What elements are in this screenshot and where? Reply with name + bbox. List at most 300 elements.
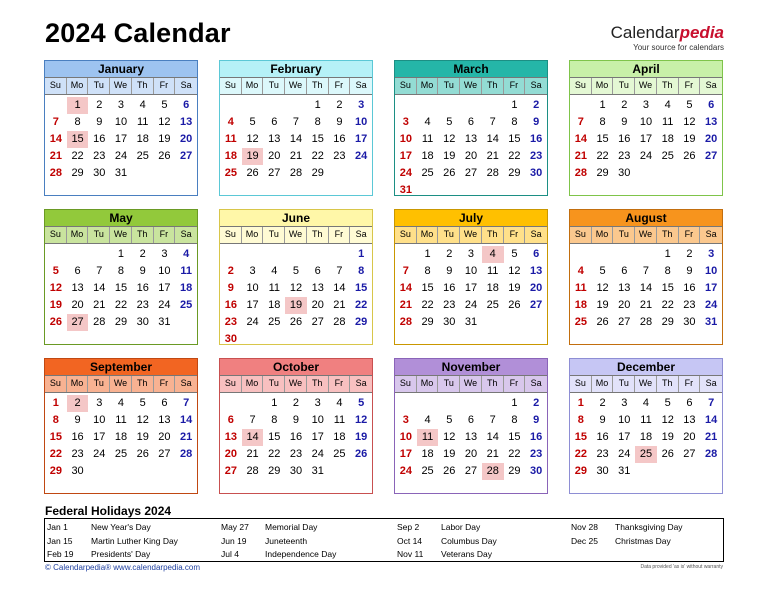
day-cell: 21	[289, 150, 303, 162]
weekday-header	[45, 226, 197, 244]
weekday-label: Tu	[438, 78, 460, 94]
month-name: March	[395, 61, 547, 77]
day-cell: 17	[618, 431, 631, 443]
brand-name	[611, 24, 724, 42]
day-cell: 5	[249, 116, 256, 128]
day-cell: 10	[355, 116, 368, 128]
day-cell: 28	[289, 167, 303, 179]
day-cell: 18	[421, 448, 434, 460]
weekday-label: Su	[45, 78, 67, 94]
day-cell: 6	[74, 265, 81, 277]
holiday-day-cell: 15	[67, 131, 89, 148]
day-cell: 24	[355, 150, 368, 162]
weekday-label: Th	[657, 376, 679, 392]
empty-cell	[438, 97, 460, 114]
holiday-day-cell: 27	[67, 314, 89, 331]
day-cell: 24	[618, 448, 631, 460]
day-cell: 19	[683, 133, 696, 145]
weekday-label: Su	[570, 227, 592, 243]
day-cell: 20	[268, 150, 281, 162]
day-cell: 4	[424, 116, 431, 128]
day-cell: 19	[443, 150, 456, 162]
day-cell: 10	[639, 116, 653, 128]
day-cell: 9	[533, 116, 540, 128]
day-cell: 1	[271, 397, 278, 409]
day-cell: 8	[664, 265, 671, 277]
weekday-label: Sa	[705, 229, 717, 239]
day-cell: 14	[639, 282, 653, 294]
day-cell: 17	[114, 133, 128, 145]
day-cell: 31	[114, 167, 128, 179]
day-cell: 28	[180, 448, 193, 460]
month-name: February	[220, 61, 372, 77]
day-cell: 29	[268, 465, 281, 477]
day-cell: 24	[311, 448, 324, 460]
day-cell: 26	[508, 299, 521, 311]
day-cell: 26	[289, 316, 303, 328]
day-cell: 26	[246, 167, 259, 179]
day-cell: 2	[599, 397, 606, 409]
weekday-header	[570, 375, 722, 393]
weekday-label: Fr	[679, 376, 701, 392]
day-cell: 17	[399, 150, 412, 162]
weekday-label: Su	[45, 227, 67, 243]
weekday-label: Th	[657, 78, 679, 94]
day-cell: 6	[686, 397, 693, 409]
weekday-label: We	[110, 78, 132, 94]
empty-cell	[285, 97, 307, 114]
day-cell: 20	[464, 150, 478, 162]
day-cell: 11	[575, 282, 587, 294]
holiday-name: Juneteenth	[265, 535, 308, 546]
day-cell: 28	[574, 167, 587, 179]
day-cell: 16	[224, 299, 237, 311]
day-cell: 23	[443, 299, 456, 311]
day-cell: 25	[224, 167, 237, 179]
day-cell: 3	[402, 116, 409, 128]
day-cell: 3	[621, 397, 628, 409]
day-cell: 23	[618, 150, 631, 162]
day-cell: 9	[227, 282, 234, 294]
month-name: June	[220, 210, 372, 226]
day-cell: 8	[52, 414, 59, 426]
holiday-name: Columbus Day	[441, 535, 497, 546]
day-cell: 29	[596, 167, 609, 179]
holiday-day-cell: 28	[482, 463, 504, 480]
day-cell: 13	[618, 282, 631, 294]
day-cell: 4	[664, 99, 671, 111]
empty-cell	[242, 246, 264, 263]
weekday-label: Fr	[679, 227, 701, 243]
day-cell: 30	[530, 167, 543, 179]
weekday-label: Su	[395, 376, 417, 392]
day-cell: 7	[489, 116, 496, 128]
day-cell: 25	[333, 448, 346, 460]
empty-cell	[460, 395, 482, 412]
holiday-day-cell: 4	[482, 246, 504, 263]
holiday-day-cell: 11	[417, 429, 439, 446]
day-cell: 18	[180, 282, 193, 294]
weekday-label: Th	[307, 78, 329, 94]
day-cell: 8	[271, 414, 278, 426]
day-cell: 1	[424, 248, 431, 260]
holiday-name: Christmas Day	[615, 535, 671, 546]
day-cell: 20	[683, 431, 696, 443]
weekday-label: Th	[132, 227, 154, 243]
day-cell: 11	[486, 265, 499, 277]
day-cell: 24	[158, 299, 171, 311]
day-cell: 1	[358, 248, 365, 260]
day-cell: 4	[227, 116, 234, 128]
weekday-label: We	[460, 376, 482, 392]
weekday-label: Tu	[263, 78, 285, 94]
weekday-label: Mo	[242, 78, 264, 94]
day-cell: 19	[158, 133, 171, 145]
month-name: December	[570, 359, 722, 375]
day-cell: 20	[618, 299, 631, 311]
day-cell: 24	[399, 465, 412, 477]
day-cell: 29	[49, 465, 62, 477]
day-cell: 19	[49, 299, 62, 311]
month-april	[569, 60, 723, 196]
month-july	[394, 209, 548, 345]
day-cell: 23	[93, 150, 106, 162]
day-cell: 15	[596, 133, 609, 145]
day-cell: 30	[596, 465, 609, 477]
day-cell: 5	[161, 99, 168, 111]
weekday-header	[45, 375, 197, 393]
empty-cell	[438, 395, 460, 412]
holiday-date: Oct 14	[397, 535, 423, 546]
empty-cell	[263, 97, 285, 114]
day-cell: 24	[705, 299, 718, 311]
day-cell: 23	[224, 316, 237, 328]
weekday-label: Th	[482, 227, 504, 243]
day-cell: 27	[464, 167, 478, 179]
day-cell: 12	[158, 116, 171, 128]
day-cell: 31	[158, 316, 171, 328]
holiday-day-cell: 1	[67, 97, 89, 114]
day-cell: 19	[443, 448, 456, 460]
day-cell: 17	[639, 133, 653, 145]
weekday-label: Tu	[88, 376, 110, 392]
day-cell: 7	[292, 116, 300, 128]
day-cell: 24	[639, 150, 653, 162]
day-cell: 16	[530, 133, 543, 145]
holiday-name: Veterans Day	[441, 549, 493, 559]
weekday-label: Sa	[530, 80, 542, 90]
weekday-header	[395, 77, 547, 95]
day-cell: 2	[227, 265, 234, 277]
day-cell: 18	[661, 133, 674, 145]
day-cell: 6	[161, 397, 168, 409]
holidays-table	[44, 518, 724, 562]
weekday-label: We	[110, 227, 132, 243]
day-cell: 12	[49, 282, 62, 294]
empty-cell	[263, 246, 285, 263]
day-cell: 26	[136, 448, 149, 460]
footer-disclaimer: Data provided 'as is' without warranty	[640, 564, 723, 570]
day-cell: 18	[224, 150, 237, 162]
month-october	[219, 358, 373, 494]
empty-cell	[417, 97, 439, 114]
day-cell: 1	[577, 397, 584, 409]
day-cell: 17	[705, 282, 718, 294]
day-cell: 12	[355, 414, 368, 426]
day-cell: 6	[314, 265, 321, 277]
day-cell: 30	[289, 465, 303, 477]
empty-cell	[67, 246, 89, 263]
empty-cell	[220, 395, 242, 412]
day-cell: 8	[511, 414, 518, 426]
day-cell: 17	[246, 299, 259, 311]
day-cell: 23	[136, 299, 149, 311]
day-cell: 23	[289, 448, 303, 460]
empty-cell	[307, 246, 329, 263]
holidays-title: Federal Holidays 2024	[45, 504, 172, 518]
weekday-label: Sa	[180, 229, 192, 239]
day-cell: 3	[314, 397, 321, 409]
day-cell: 19	[661, 431, 674, 443]
day-cell: 8	[424, 265, 431, 277]
weekday-label: Th	[657, 227, 679, 243]
day-grid	[220, 393, 372, 480]
day-cell: 26	[355, 448, 368, 460]
day-cell: 10	[705, 265, 718, 277]
day-cell: 25	[136, 150, 149, 162]
day-cell: 12	[246, 133, 259, 145]
day-cell: 8	[577, 414, 584, 426]
weekday-label: Su	[570, 376, 592, 392]
weekday-label: Tu	[438, 227, 460, 243]
weekday-label: Tu	[263, 227, 285, 243]
day-cell: 14	[49, 133, 62, 145]
empty-cell	[395, 97, 417, 114]
day-cell: 18	[486, 282, 499, 294]
day-cell: 13	[224, 431, 237, 443]
day-cell: 16	[136, 282, 149, 294]
month-august	[569, 209, 723, 345]
weekday-label: Th	[307, 227, 329, 243]
holiday-name: Presidents' Day	[91, 549, 151, 559]
weekday-label: Su	[45, 376, 67, 392]
day-cell: 9	[96, 116, 103, 128]
weekday-label: Mo	[242, 227, 264, 243]
day-cell: 10	[399, 431, 412, 443]
weekday-header	[220, 375, 372, 393]
footer-link[interactable]: © Calendarpedia® www.calendarpedia.com	[45, 563, 200, 572]
day-cell: 27	[464, 465, 478, 477]
month-january	[44, 60, 198, 196]
weekday-label: Th	[132, 78, 154, 94]
weekday-header	[395, 375, 547, 393]
day-cell: 20	[311, 299, 324, 311]
month-september	[44, 358, 198, 494]
weekday-label: Sa	[180, 378, 192, 388]
brand-logo[interactable]	[611, 24, 724, 52]
weekday-label: Sa	[530, 378, 542, 388]
day-cell: 21	[486, 150, 499, 162]
weekday-label: We	[285, 78, 307, 94]
day-cell: 15	[114, 282, 128, 294]
day-cell: 17	[399, 448, 412, 460]
empty-cell	[285, 246, 307, 263]
weekday-label: Tu	[438, 376, 460, 392]
weekday-label: Tu	[613, 78, 635, 94]
empty-cell	[242, 395, 264, 412]
day-grid	[395, 393, 547, 480]
day-cell: 29	[355, 316, 368, 328]
weekday-label: Mo	[417, 78, 439, 94]
day-cell: 30	[618, 167, 631, 179]
day-cell: 23	[333, 150, 346, 162]
day-cell: 1	[117, 248, 125, 260]
month-name: April	[570, 61, 722, 77]
day-cell: 16	[71, 431, 84, 443]
day-cell: 18	[268, 299, 281, 311]
day-cell: 2	[336, 99, 343, 111]
day-cell: 7	[708, 397, 715, 409]
weekday-label: Sa	[705, 80, 717, 90]
empty-cell	[635, 246, 657, 263]
day-cell: 16	[289, 431, 303, 443]
day-cell: 6	[467, 414, 475, 426]
day-cell: 1	[314, 99, 321, 111]
weekday-label: Th	[307, 376, 329, 392]
day-cell: 28	[93, 316, 106, 328]
day-cell: 25	[421, 167, 434, 179]
weekday-label: Su	[220, 376, 242, 392]
weekday-label: Tu	[613, 227, 635, 243]
day-cell: 26	[49, 316, 62, 328]
holiday-name: Martin Luther King Day	[91, 535, 178, 546]
month-name: September	[45, 359, 197, 375]
holiday-day-cell: 19	[242, 148, 264, 165]
weekday-label: Su	[395, 227, 417, 243]
day-cell: 7	[402, 265, 409, 277]
empty-cell	[482, 395, 504, 412]
day-cell: 19	[508, 282, 521, 294]
day-cell: 30	[224, 333, 237, 345]
day-cell: 11	[115, 414, 127, 426]
day-cell: 28	[399, 316, 412, 328]
day-cell: 2	[446, 248, 453, 260]
day-cell: 13	[158, 414, 171, 426]
day-cell: 24	[246, 316, 259, 328]
day-cell: 27	[311, 316, 324, 328]
day-cell: 12	[289, 282, 303, 294]
day-cell: 20	[224, 448, 237, 460]
day-cell: 14	[180, 414, 193, 426]
day-cell: 23	[71, 448, 84, 460]
month-november	[394, 358, 548, 494]
day-cell: 12	[683, 116, 696, 128]
day-cell: 31	[399, 184, 412, 196]
day-cell: 27	[530, 299, 543, 311]
weekday-label: We	[635, 376, 657, 392]
day-cell: 31	[618, 465, 631, 477]
day-cell: 25	[114, 448, 128, 460]
day-cell: 22	[71, 150, 84, 162]
day-cell: 26	[443, 465, 456, 477]
holiday-day-cell: 14	[242, 429, 264, 446]
weekday-label: Fr	[154, 376, 176, 392]
day-cell: 9	[292, 414, 300, 426]
holiday-date: Nov 11	[397, 549, 424, 559]
day-cell: 21	[399, 299, 412, 311]
day-cell: 25	[421, 465, 434, 477]
weekday-label: Tu	[263, 376, 285, 392]
day-cell: 31	[464, 316, 478, 328]
day-cell: 3	[117, 99, 125, 111]
day-cell: 18	[574, 299, 587, 311]
day-grid	[45, 244, 197, 331]
day-cell: 15	[508, 133, 521, 145]
weekday-label: Mo	[67, 78, 89, 94]
day-cell: 16	[443, 282, 456, 294]
weekday-header	[570, 226, 722, 244]
day-cell: 9	[139, 265, 146, 277]
holiday-name: Labor Day	[441, 522, 481, 532]
day-cell: 3	[642, 99, 650, 111]
day-cell: 8	[511, 116, 518, 128]
day-cell: 29	[661, 316, 674, 328]
day-cell: 13	[464, 431, 478, 443]
day-cell: 29	[508, 465, 521, 477]
day-cell: 14	[333, 282, 346, 294]
day-cell: 29	[114, 316, 128, 328]
weekday-label: Fr	[154, 227, 176, 243]
empty-cell	[482, 97, 504, 114]
day-cell: 22	[49, 448, 62, 460]
day-cell: 4	[577, 265, 584, 277]
weekday-label: Su	[395, 78, 417, 94]
weekday-label: Fr	[329, 227, 351, 243]
empty-cell	[570, 246, 592, 263]
weekday-label: Su	[220, 227, 242, 243]
day-cell: 9	[599, 414, 606, 426]
day-cell: 23	[683, 299, 696, 311]
day-cell: 23	[530, 448, 543, 460]
day-cell: 27	[180, 150, 193, 162]
day-grid	[395, 95, 547, 199]
day-cell: 5	[358, 397, 365, 409]
weekday-label: Mo	[592, 227, 614, 243]
day-cell: 10	[464, 265, 478, 277]
day-grid	[570, 95, 722, 182]
day-cell: 27	[618, 316, 631, 328]
day-cell: 15	[508, 431, 521, 443]
day-cell: 27	[705, 150, 718, 162]
brand-name-part1: Calendar	[610, 23, 680, 42]
day-cell: 13	[180, 116, 193, 128]
day-cell: 15	[49, 431, 62, 443]
day-cell: 7	[183, 397, 190, 409]
weekday-label: Th	[482, 78, 504, 94]
day-cell: 5	[686, 99, 693, 111]
day-cell: 22	[355, 299, 368, 311]
day-cell: 15	[311, 133, 324, 145]
month-name: August	[570, 210, 722, 226]
day-cell: 3	[249, 265, 256, 277]
weekday-label: Mo	[67, 227, 89, 243]
brand-tagline: Your source for calendars	[633, 43, 724, 52]
day-cell: 24	[114, 150, 128, 162]
day-cell: 16	[683, 282, 696, 294]
day-cell: 16	[333, 133, 346, 145]
day-cell: 13	[464, 133, 478, 145]
day-cell: 24	[399, 167, 412, 179]
